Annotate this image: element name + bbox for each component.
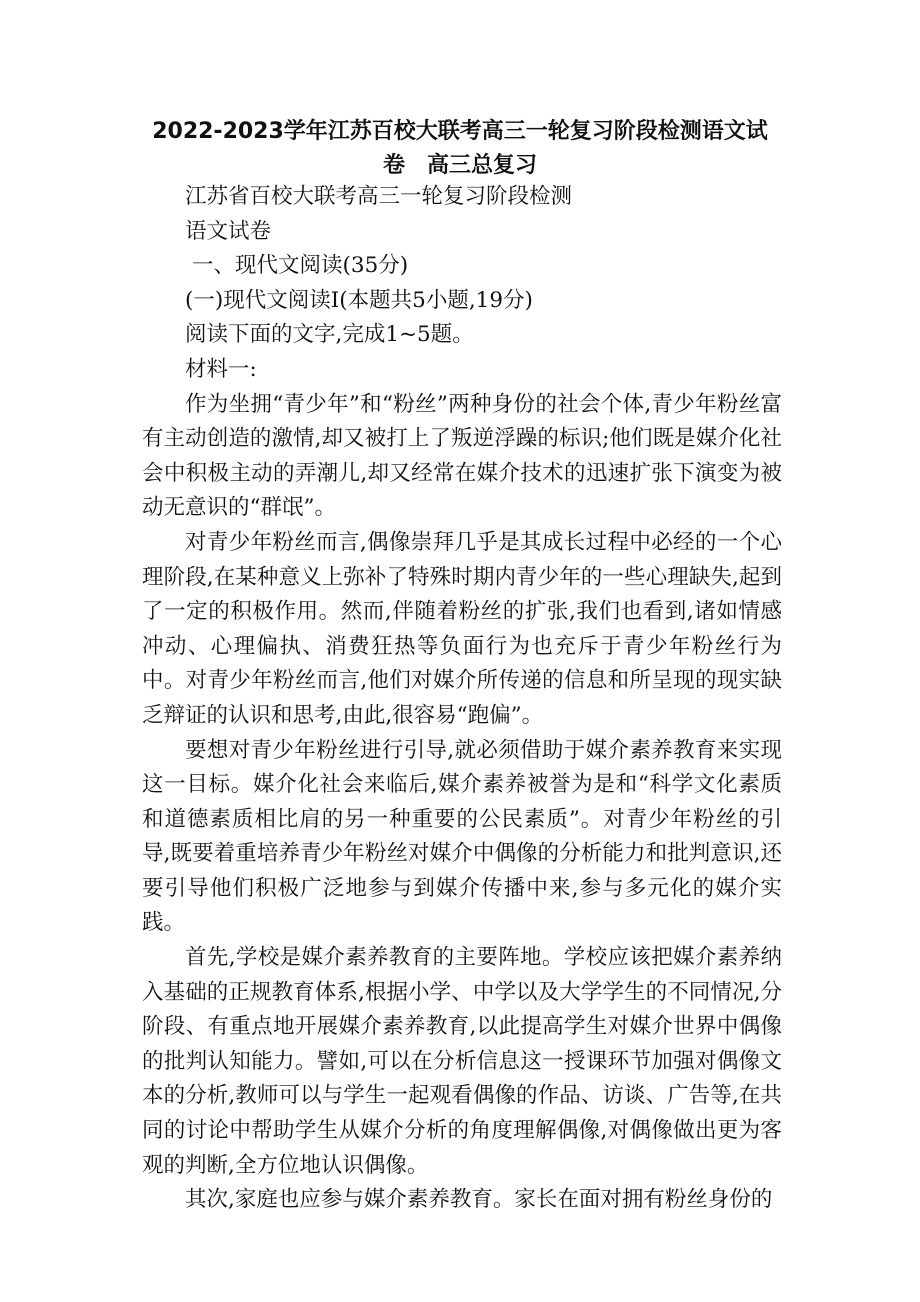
paragraph-4: 首先,学校是媒介素养教育的主要阵地。学校应该把媒介素养纳入基础的正规教育体系,根据小学、中学以及大学学生的不同情况,分阶段、有重点地开展媒介素养教育,以此提高学生对媒介世界中偶像的批判认知能力。譬如,可以在分析信息这一授课环节加强对偶像文本的分析,教师可以与学生一起观看偶像的作品、访谈、广告等,在共同的讨论中帮助学生从媒介分析的角度理解偶像,对偶像做出更为客观的判断,全方位地认识偶像。 <box>142 945 782 1178</box>
document-body <box>142 180 782 1218</box>
paragraph-1: 作为坐拥“青少年”和“粉丝”两种身份的社会个体,青少年粉丝富有主动创造的激情,却又被打上了叛逆浮躁的标识;他们既是媒介化社会中积极主动的弄潮儿,却又经常在媒介技术的迅速扩张下演变为被动无意识的“群氓”。 <box>142 391 782 521</box>
document-title-line-1: 2022-2023学年江苏百校大联考高三一轮复习阶段检测语文试 <box>152 119 768 144</box>
paragraph-2: 对青少年粉丝而言,偶像崇拜几乎是其成长过程中必经的一个心理阶段,在某种意义上弥补了特殊时期内青少年的一些心理缺失,起到了一定的积极作用。然而,伴随着粉丝的扩张,我们也看到,诸如情感冲动、心理偏执、消费狂热等负面行为也充斥于青少年粉丝行为中。对青少年粉丝而言,他们对媒介所传递的信息和所呈现的现实缺乏辩证的认识和思考,由此,很容易“跑偏”。 <box>142 529 782 728</box>
paragraph-3: 要想对青少年粉丝进行引导,就必须借助于媒介素养教育来实现这一目标。媒介化社会来临后,媒介素养被誉为是和“科学文化素质和道德素质相比肩的另一种重要的公民素质”。对青少年粉丝的引导,既要着重培养青少年粉丝对媒介中偶像的分析能力和批判意识,还要引导他们积极广泛地参与到媒介传播中来,参与多元化的媒介实践。 <box>142 737 782 936</box>
subsection-heading: (一)现代文阅读Ⅰ(本题共5小题,19分) <box>185 287 533 313</box>
exam-name: 江苏省百校大联考高三一轮复习阶段检测 <box>185 184 573 209</box>
reading-instruction: 阅读下面的文字,完成1~5题。 <box>185 322 474 348</box>
document-title-line-2: 卷 高三总复习 <box>382 153 537 178</box>
section-heading: 一、现代文阅读(35分) <box>192 253 409 279</box>
paragraph-5: 其次,家庭也应参与媒介素养教育。家长在面对拥有粉丝身份的 <box>185 1187 773 1213</box>
subject-label: 语文试卷 <box>185 218 272 244</box>
material-label: 材料一: <box>185 356 257 382</box>
